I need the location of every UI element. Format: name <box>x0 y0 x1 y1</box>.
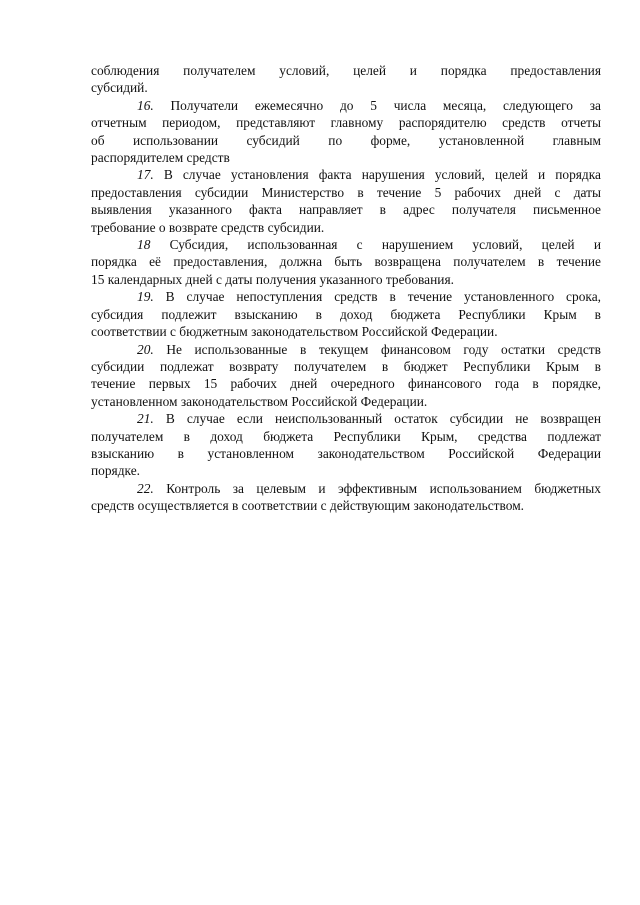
text-line: субсидии подлежат возврату получателем в бюджет Республики Крым в <box>91 358 601 374</box>
paragraph-number: 16. <box>137 97 154 113</box>
paragraph-16 <box>91 97 601 167</box>
paragraph-17 <box>91 166 601 236</box>
text-line: порядка её предоставления, должна быть возвращена получателем в течение <box>91 254 601 270</box>
line-text: В случае установления факта нарушения условий, целей и порядка <box>163 167 601 183</box>
text-line: предоставления субсидии Министерство в течение 5 рабочих дней с даты <box>91 184 601 200</box>
text-line: субсидия подлежит взысканию в доход бюджета Республики Крым в <box>91 306 601 322</box>
paragraph-21 <box>91 410 601 480</box>
text-line: требование о возврате средств субсидии. <box>91 219 325 235</box>
text-line: 15 календарных дней с даты получения указанного требования. <box>91 271 454 287</box>
text-line: отчетным периодом, представляют главному распорядителю средств отчеты <box>91 115 601 131</box>
paragraph-number: 21. <box>137 411 154 427</box>
text-line: порядке. <box>91 463 140 479</box>
paragraph-22 <box>91 480 601 515</box>
paragraph-18 <box>91 236 601 288</box>
text-line: взысканию в установленном законодательством Российской Федерации <box>91 445 601 461</box>
text-line: субсидий. <box>91 80 148 96</box>
text-line: распорядителем средств <box>91 150 230 166</box>
text-line: средств осуществляется в соответствии с действующим законодательством. <box>91 498 525 514</box>
paragraph-20 <box>91 341 601 411</box>
line-text: Контроль за целевым и эффективным использованием бюджетных <box>166 480 601 496</box>
text-line: соблюдения получателем условий, целей и порядка предоставления <box>91 63 601 78</box>
paragraph-number: 18 <box>137 237 151 253</box>
text-line <box>91 288 601 305</box>
text-line: установленном законодательством Российской Федерации. <box>91 393 428 409</box>
paragraph-number: 19. <box>137 289 154 305</box>
text-line <box>91 480 601 497</box>
text-line <box>91 236 601 253</box>
text-line <box>91 410 601 427</box>
line-text: Субсидия, использованная с нарушением условий, целей и <box>169 237 601 253</box>
text-line: течение первых 15 рабочих дней очередного финансового года в порядке, <box>91 376 601 392</box>
text-line <box>91 341 601 358</box>
document-body <box>91 62 601 515</box>
paragraph-number: 17. <box>137 167 154 183</box>
line-text: В случае если неиспользованный остаток субсидии не возвращен <box>165 411 601 427</box>
line-text: Не использованные в текущем финансовом году остатки средств <box>166 341 601 357</box>
text-line <box>91 166 601 183</box>
line-text: В случае непоступления средств в течение установленного срока, <box>165 289 601 305</box>
text-line: соответствии с бюджетным законодательством Российской Федерации. <box>91 324 498 340</box>
text-line: выявления указанного факта направляет в адрес получателя письменное <box>91 202 601 218</box>
text-line <box>91 97 601 114</box>
paragraph-number: 20. <box>137 341 154 357</box>
paragraph-continuation <box>91 62 601 97</box>
paragraph-number: 22. <box>137 480 154 496</box>
text-line: об использовании субсидий по форме, установленной главным <box>91 132 601 148</box>
paragraph-19 <box>91 288 601 340</box>
line-text: Получатели ежемесячно до 5 числа месяца, следующего за <box>170 97 601 113</box>
text-line: получателем в доход бюджета Республики Крым, средства подлежат <box>91 428 601 444</box>
